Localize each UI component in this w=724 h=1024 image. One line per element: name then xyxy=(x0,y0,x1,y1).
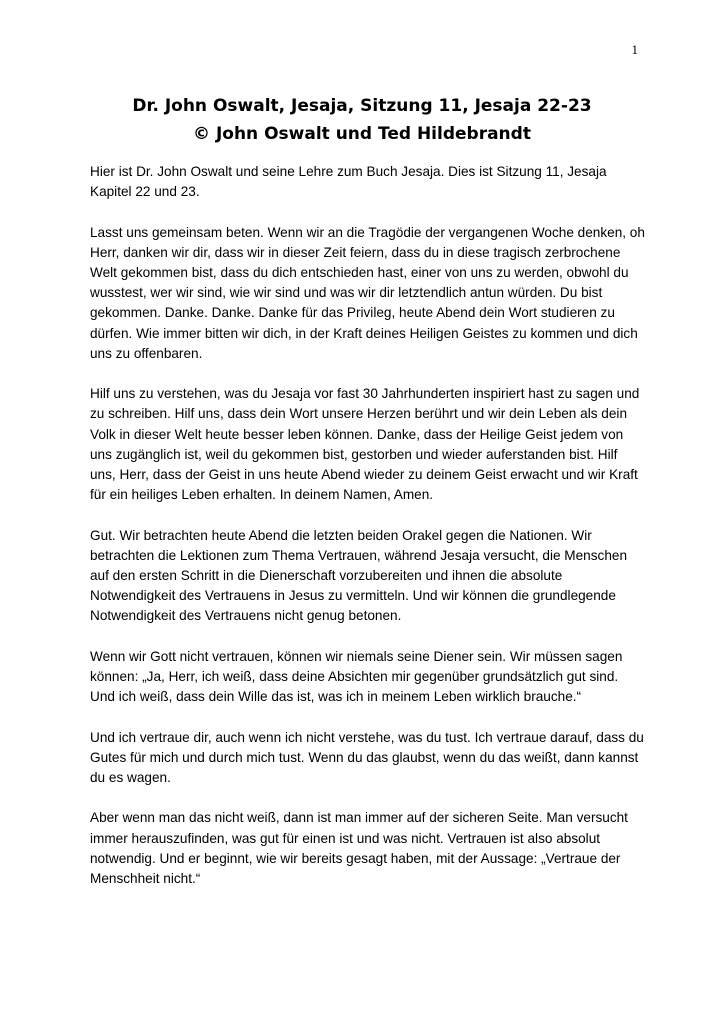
document-title xyxy=(0,92,724,148)
paragraph-trust-god: Wenn wir Gott nicht vertrauen, können wir niemals seine Diener sein. Wir müssen sagen können: „Ja, Herr, ich weiß, dass deine Absichten mir gegenüber grundsätzlich gut sind. Und ich weiß, dass dein Wille das ist, was ich in meinem Leben wirklich brauche.“ xyxy=(90,648,623,705)
paragraph-i-trust-you: Und ich vertraue dir, auch wenn ich nicht verstehe, was du tust. Ich vertraue darauf, dass du Gutes für mich und durch mich tust. Wenn du das glaubst, wenn du das weißt, dann kannst du es wagen. xyxy=(90,729,644,786)
paragraph-oracles: Gut. Wir betrachten heute Abend die letzten beiden Orakel gegen die Nationen. Wir betrachten die Lektionen zum Thema Vertrauen, während Jesaja versucht, die Menschen auf den ersten Schritt in die Dienerschaft vorzubereiten und ihnen die absolute Notwendigkeit des Vertrauens in Jesus zu vermitteln. Und wir können die grundlegende Notwendigkeit des Vertrauens nicht genug betonen. xyxy=(90,527,628,624)
page-number: 1 xyxy=(631,42,638,57)
paragraph-trust-necessary: Aber wenn man das nicht weiß, dann ist man immer auf der sicheren Seite. Man versucht immer herauszufinden, was gut für einen ist und was nicht. Vertrauen ist also absolut notwendig. Und er beginnt, wie wir bereits gesagt haben, mit der Aussage: „Vertraue der Menschheit nicht.“ xyxy=(90,810,628,887)
paragraph-prayer-continued: Hilf uns zu verstehen, was du Jesaja vor fast 30 Jahrhunderten inspiriert hast zu sagen und zu schreiben. Hilf uns, dass dein Wort unsere Herzen berührt und wir dein Leben als dein Volk in dieser Welt heute besser leben können. Danke, dass der Heilige Geist jedem von uns zugänglich ist, weil du gekommen bist, gestorben und wieder auferstanden bist. Hilf uns, Herr, dass der Geist in uns heute Abend wieder zu deinem Geist erwacht und wir Kraft für ein heiliges Leben erhalten. In deinem Namen, Amen. xyxy=(90,386,640,503)
title-heading: Dr. John Oswalt, Jesaja, Sitzung 11, Jesaja 22-23 xyxy=(132,96,592,116)
paragraph-prayer: Lasst uns gemeinsam beten. Wenn wir an die Tragödie der vergangenen Woche denken, oh Herr, danken wir dir, dass wir in dieser Zeit feiern, dass du in diese tragisch zerbrochene Welt gekommen bist, dass du dich entschieden hast, einer von uns zu werden, obwohl du wusstest, wer wir sind, wie wir sind und was wir dir letztendlich antun würden. Du bist gekommen. Danke. Danke. Danke für das Privileg, heute Abend dein Wort studieren zu dürfen. Wie immer bitten wir dich, in der Kraft deines Heiligen Geistes zu kommen und dich uns zu offenbaren. xyxy=(90,224,645,361)
paragraph-intro: Hier ist Dr. John Oswalt und seine Lehre zum Buch Jesaja. Dies ist Sitzung 11, Jesaja Kapitel 22 und 23. xyxy=(90,164,607,200)
document-body xyxy=(90,162,646,909)
copyright-line: © John Oswalt und Ted Hildebrandt xyxy=(193,124,531,144)
